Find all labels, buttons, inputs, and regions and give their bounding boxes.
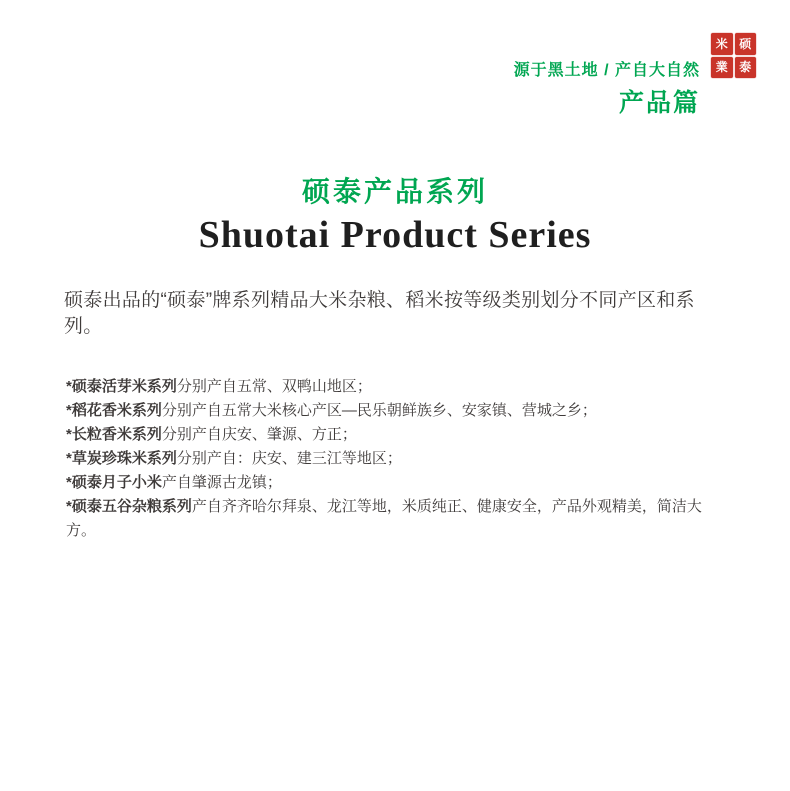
list-item <box>66 471 730 495</box>
series-description: 产自肇源古龙镇； <box>161 474 282 492</box>
brand-seal-icon <box>711 33 756 78</box>
series-name: 长粒香米系列 <box>71 426 162 444</box>
section-label: 产品篇 <box>618 89 700 117</box>
series-name: 硕泰活芽米系列 <box>71 378 177 396</box>
series-name: 硕泰五谷杂粮系列 <box>71 498 192 516</box>
header-text-block <box>514 33 700 119</box>
series-name: 稻花香米系列 <box>71 402 162 420</box>
series-list <box>66 375 730 543</box>
series-description: 分别产自：庆安、建三江等地区； <box>176 450 402 468</box>
series-description: 分别产自庆安、肇源、方正； <box>161 426 357 444</box>
seal-char-bottom-right: 泰 <box>735 57 757 79</box>
list-item-marker: * <box>66 378 72 396</box>
list-item <box>66 399 730 423</box>
series-name: 硕泰月子小米 <box>71 474 162 492</box>
list-item-marker: * <box>66 450 72 468</box>
list-item-marker: * <box>66 402 72 420</box>
list-item <box>66 423 730 447</box>
series-name: 草炭珍珠米系列 <box>71 450 177 468</box>
series-description: 分别产自五常大米核心产区—民乐朝鲜族乡、安家镇、营城之乡； <box>161 402 597 420</box>
list-item <box>66 447 730 471</box>
list-item-marker: * <box>66 426 72 444</box>
intro-paragraph: 硕泰出品的“硕泰”牌系列精品大米杂粮、稻米按等级类别划分不同产区和系列。 <box>64 290 695 337</box>
list-item-marker: * <box>66 474 72 492</box>
seal-char-top-left: 米 <box>711 33 733 55</box>
seal-char-bottom-left: 業 <box>711 57 733 79</box>
list-item-marker: * <box>66 498 72 516</box>
page-title-chinese: 硕泰产品系列 <box>301 176 488 207</box>
list-item <box>66 375 730 399</box>
page-title-english: Shuotai Product Series <box>198 214 592 256</box>
seal-char-top-right: 硕 <box>735 33 757 55</box>
series-description: 分别产自五常、双鸭山地区； <box>176 378 372 396</box>
series-description: 产自齐齐哈尔拜泉、龙江等地，米质纯正、健康安全，产品外观精美，简洁大方。 <box>66 498 702 540</box>
list-item <box>66 495 730 543</box>
page-header <box>514 33 756 119</box>
brand-tagline: 源于黑土地 / 产自大自然 <box>513 62 700 79</box>
